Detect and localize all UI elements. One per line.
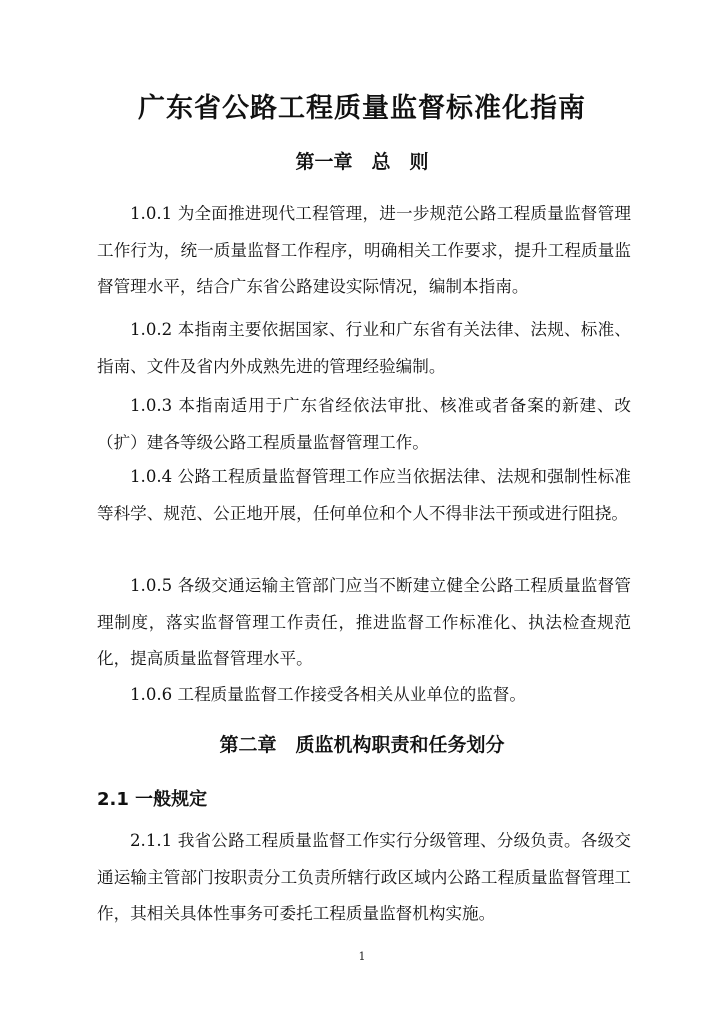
clause-1-0-4: 1.0.4 公路工程质量监督管理工作应当依据法律、法规和强制性标准等科学、规范、公正地开展，任何单位和个人不得非法干预或进行阻挠。 xyxy=(97,467,631,523)
document-title: 广东省公路工程质量监督标准化指南 xyxy=(138,93,586,124)
section-2-1-heading: 2.1 一般规定 xyxy=(97,789,208,810)
clause-1-0-2: 1.0.2 本指南主要依据国家、行业和广东省有关法律、法规、标准、指南、文件及省内外成熟先进的管理经验编制。 xyxy=(97,320,631,376)
clause-1-0-1: 1.0.1 为全面推进现代工程管理，进一步规范公路工程质量监督管理工作行为，统一质量监督工作程序，明确相关工作要求，提升工程质量监督管理水平，结合广东省公路建设实际情况，编制本指南。 xyxy=(97,204,631,296)
clause-1-0-5: 1.0.5 各级交通运输主管部门应当不断建立健全公路工程质量监督管理制度，落实监督管理工作责任，推进监督工作标准化、执法检查规范化，提高质量监督管理水平。 xyxy=(97,576,631,668)
clause-1-0-3: 1.0.3 本指南适用于广东省经依法审批、核准或者备案的新建、改（扩）建各等级公路工程质量监督管理工作。 xyxy=(97,396,631,452)
clause-1-0-6: 1.0.6 工程质量监督工作接受各相关从业单位的监督。 xyxy=(130,685,526,704)
chapter-2-heading: 第二章 质监机构职责和任务划分 xyxy=(219,734,505,756)
clause-2-1-1: 2.1.1 我省公路工程质量监督工作实行分级管理、分级负责。各级交通运输主管部门按职责分工负责所辖行政区域内公路工程质量监督管理工作，其相关具体性事务可委托工程质量监督机构实施。 xyxy=(97,831,631,923)
chapter-1-heading: 第一章 总 则 xyxy=(295,151,429,173)
page-number: 1 xyxy=(358,950,366,963)
